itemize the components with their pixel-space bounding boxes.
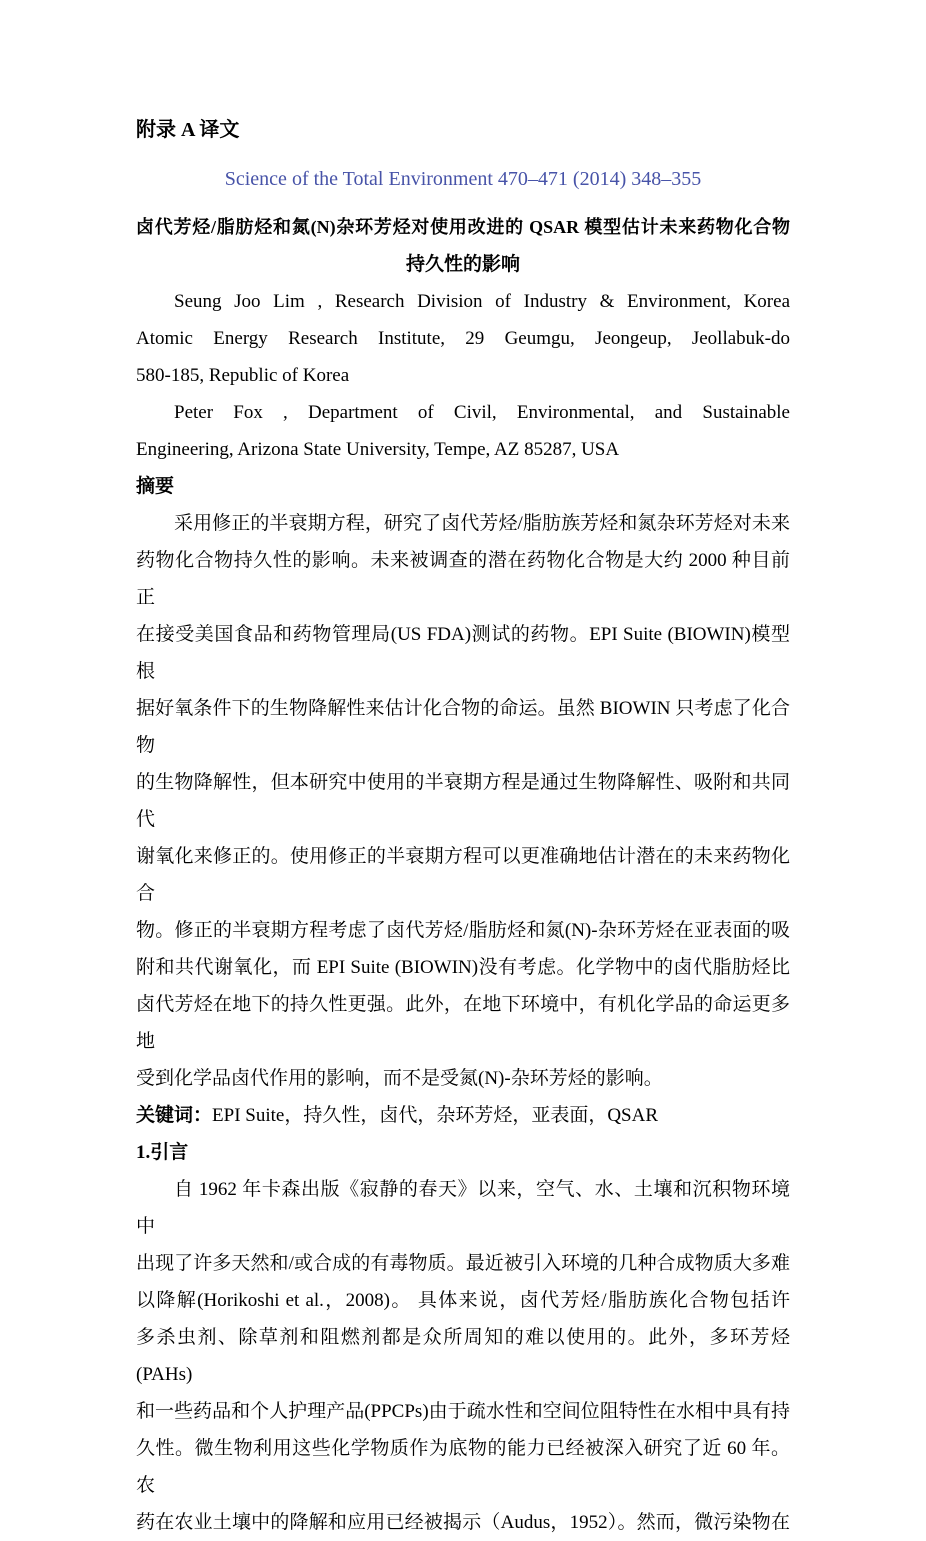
text-line: Seung Joo Lim , Research Division of Industry & Environment, Korea bbox=[174, 291, 790, 312]
author-affiliation-2 bbox=[136, 394, 790, 468]
text-line: 据好氧条件下的生物降解性来估计化合物的命运。虽然 BIOWIN 只考虑了化合物 bbox=[136, 698, 790, 756]
abstract-heading: 摘要 bbox=[136, 476, 175, 497]
text-line: 药物化合物持久性的影响。未来被调查的潜在药物化合物是大约 2000 种目前正 bbox=[136, 550, 790, 608]
text-line: Peter Fox , Department of Civil, Environmental, and Sustainable bbox=[174, 402, 790, 423]
text-line: 谢氧化来修正的。使用修正的半衰期方程可以更准确地估计潜在的未来药物化合 bbox=[136, 846, 790, 904]
text-line: 出现了许多天然和/或合成的有毒物质。最近被引入环境的几种合成物质大多难 bbox=[136, 1253, 790, 1274]
text-line: Engineering, Arizona State University, Tempe, AZ 85287, USA bbox=[136, 439, 620, 460]
text-line: 以降解(Horikoshi et al.，2008)。 具体来说，卤代芳烃/脂肪族化合物包括许 bbox=[136, 1290, 790, 1311]
text-line: 的生物降解性，但本研究中使用的半衰期方程是通过生物降解性、吸附和共同代 bbox=[136, 772, 790, 830]
text-line: 物。修正的半衰期方程考虑了卤代芳烃/脂肪烃和氮(N)-杂环芳烃在亚表面的吸 bbox=[136, 920, 790, 941]
text-line: 药在农业土壤中的降解和应用已经被揭示（Audus，1952）。然而，微污染物在 bbox=[136, 1512, 790, 1533]
paper-title bbox=[136, 209, 790, 283]
text-line: 附和共代谢氧化，而 EPI Suite (BIOWIN)没有考虑。化学物中的卤代脂肪烃比 bbox=[136, 957, 790, 978]
text-line: 久性。微生物利用这些化学物质作为底物的能力已经被深入研究了近 60 年。农 bbox=[136, 1438, 790, 1496]
introduction-paragraph bbox=[136, 1171, 790, 1541]
text-line: 自 1962 年卡森出版《寂静的春天》以来，空气、水、土壤和沉积物环境中 bbox=[136, 1179, 790, 1237]
keywords-text: EPI Suite，持久性，卤代，杂环芳烃，亚表面，QSAR bbox=[212, 1105, 659, 1126]
journal-citation: Science of the Total Environment 470–471 (2014) 348–355 bbox=[224, 168, 702, 190]
text-line: 和一些药品和个人护理产品(PPCPs)由于疏水性和空间位阻特性在水相中具有持 bbox=[136, 1401, 790, 1422]
keywords-line bbox=[136, 1097, 790, 1134]
text-line: 多杀虫剂、除草剂和阻燃剂都是众所周知的难以使用的。此外，多环芳烃(PAHs) bbox=[136, 1327, 790, 1385]
text-line: 受到化学品卤代作用的影响，而不是受氮(N)-杂环芳烃的影响。 bbox=[136, 1068, 663, 1089]
text-line: 580-185, Republic of Korea bbox=[136, 365, 350, 386]
author-affiliation-1 bbox=[136, 283, 790, 394]
text-line: Atomic Energy Research Institute, 29 Geumgu, Jeongeup, Jeollabuk-do bbox=[136, 328, 790, 349]
keywords-label: 关键词： bbox=[136, 1105, 213, 1126]
abstract-paragraph bbox=[136, 505, 790, 1097]
appendix-heading: 附录 A 译文 bbox=[136, 119, 240, 141]
text-line: 卤代芳烃在地下的持久性更强。此外，在地下环境中，有机化学品的命运更多地 bbox=[136, 994, 790, 1052]
text-line: 在接受美国食品和药物管理局(US FDA)测试的药物。EPI Suite (BIOWIN)模型根 bbox=[136, 624, 790, 682]
paper-title-line-2: 持久性的影响 bbox=[405, 254, 520, 275]
introduction-heading: 1.引言 bbox=[136, 1142, 189, 1163]
text-line: 采用修正的半衰期方程，研究了卤代芳烃/脂肪族芳烃和氮杂环芳烃对未来 bbox=[174, 513, 790, 534]
paper-title-line-1: 卤代芳烃/脂肪烃和氮(N)杂环芳烃对使用改进的 QSAR 模型估计未来药物化合物 bbox=[136, 217, 790, 237]
